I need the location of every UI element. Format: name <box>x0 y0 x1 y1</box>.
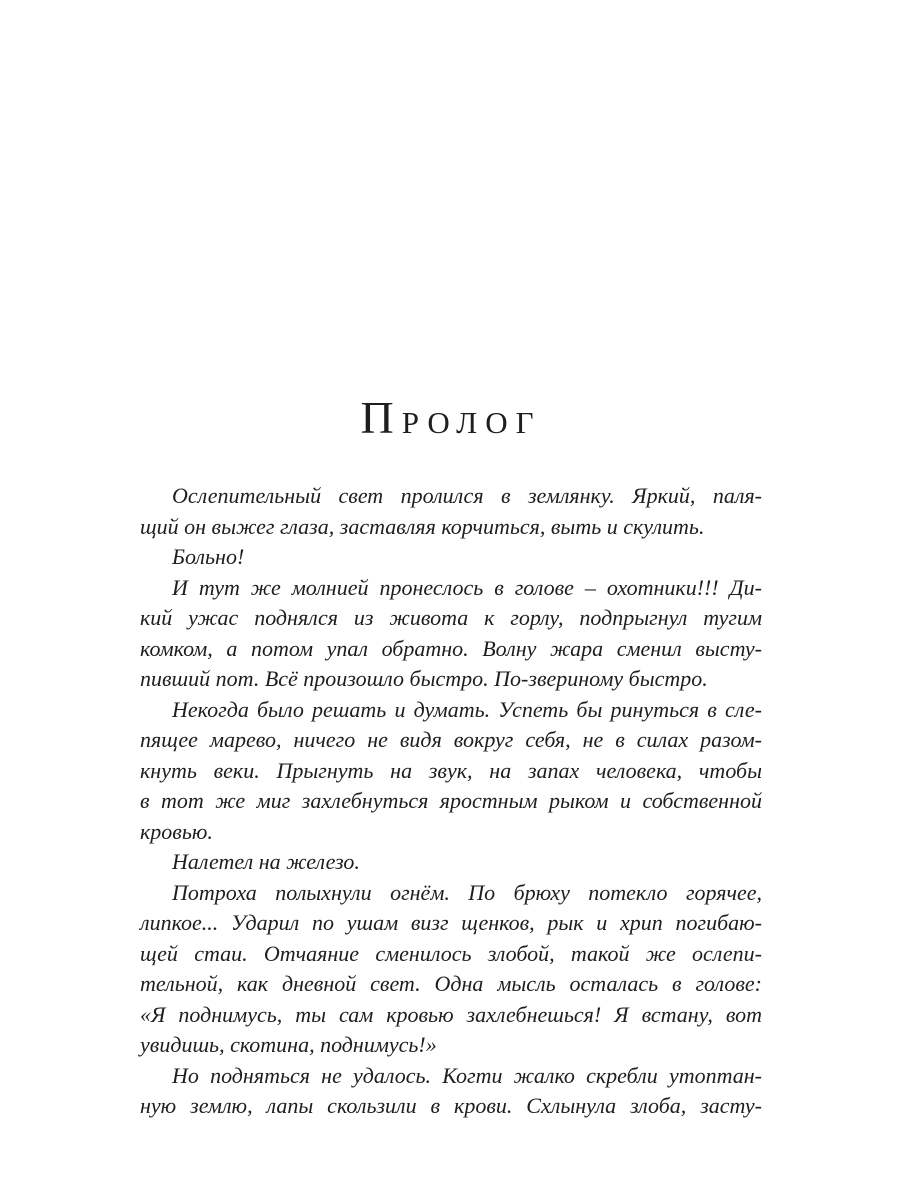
chapter-title-small-caps: РОЛОГ <box>401 405 542 440</box>
paragraph <box>140 573 762 695</box>
text-line: ную землю, лапы скользили в крови. Схлынула злоба, засту- <box>140 1093 762 1118</box>
text-line: тельной, как дневной свет. Одна мысль осталась в голове: <box>140 971 762 996</box>
body-text <box>140 481 762 1122</box>
text-line: Потроха полыхнули огнём. По брюху потекло горячее, <box>172 879 762 905</box>
text-line: Некогда было решать и думать. Успеть бы ринуться в сле- <box>172 696 762 722</box>
paragraph <box>140 878 762 1061</box>
paragraph <box>140 847 762 878</box>
text-line: кий ужас поднялся из живота к горлу, подпрыгнул тугим <box>140 605 762 630</box>
paragraph <box>140 542 762 573</box>
chapter-title-initial: П <box>360 392 402 443</box>
paragraph <box>140 481 762 542</box>
text-line: комком, а потом упал обратно. Волну жара сменил высту- <box>140 635 762 661</box>
text-line: в тот же миг захлебнуться яростным рыком и собственной <box>140 788 762 813</box>
text-line: увидишь, скотина, поднимусь!» <box>140 1032 437 1057</box>
text-line: Но подняться не удалось. Когти жалко скребли утоптан- <box>172 1062 762 1088</box>
text-line: «Я поднимусь, ты сам кровью захлебнешься! Я встану, вот <box>140 1001 762 1027</box>
text-line: пивший пот. Всё произошло быстро. По-звериному быстро. <box>140 666 708 691</box>
text-line: щей стаи. Отчаяние сменилось злобой, такой же ослепи- <box>140 940 762 966</box>
text-line: Больно! <box>172 544 245 569</box>
text-line: пящее марево, ничего не видя вокруг себя, не в силах разом- <box>140 727 762 752</box>
text-line: Налетел на железо. <box>172 849 360 874</box>
text-line: кровью. <box>140 818 213 844</box>
chapter-title <box>140 392 762 443</box>
paragraph <box>140 1061 762 1122</box>
text-line: липкое... Ударил по ушам визг щенков, рык и хрип погибаю- <box>140 910 762 935</box>
text-line: И тут же молнией пронеслось в голове – охотники!!! Ди- <box>172 574 762 600</box>
text-line: Ослепительный свет пролился в землянку. Яркий, паля- <box>172 483 762 508</box>
paragraph <box>140 695 762 848</box>
text-line: кнуть веки. Прыгнуть на звук, на запах человека, чтобы <box>140 757 762 783</box>
text-line: щий он выжег глаза, заставляя корчиться, выть и скулить. <box>140 513 705 539</box>
